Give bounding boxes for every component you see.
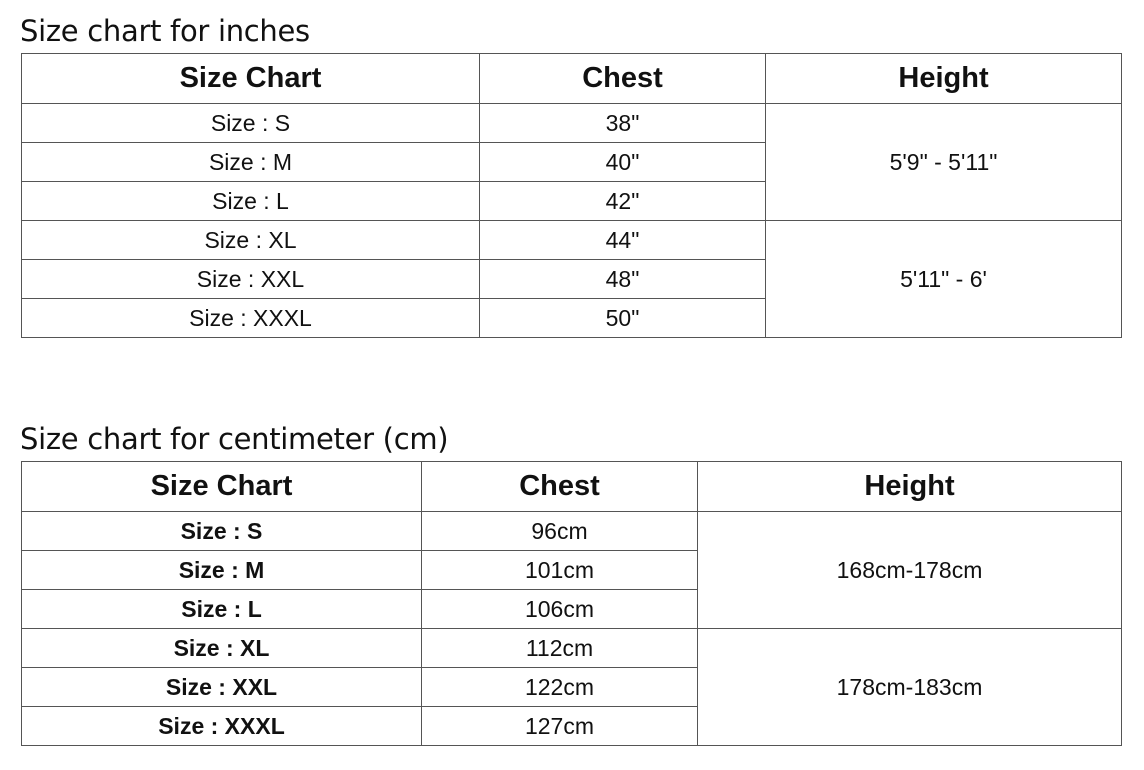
size-cell: Size : XXXL xyxy=(22,299,480,338)
size-cell: Size : S xyxy=(22,104,480,143)
table-header-row xyxy=(22,462,1122,512)
chest-cell: 40" xyxy=(480,143,766,182)
header-height: Height xyxy=(698,462,1122,512)
chest-cell: 127cm xyxy=(422,707,698,746)
header-chest: Chest xyxy=(422,462,698,512)
chest-cell: 38" xyxy=(480,104,766,143)
size-cell: Size : M xyxy=(22,551,422,590)
chest-cell: 101cm xyxy=(422,551,698,590)
size-cell: Size : L xyxy=(22,590,422,629)
header-chest: Chest xyxy=(480,54,766,104)
size-cell: Size : XL xyxy=(22,221,480,260)
chest-cell: 122cm xyxy=(422,668,698,707)
table-row xyxy=(22,104,1122,143)
header-size-chart: Size Chart xyxy=(22,462,422,512)
chest-cell: 48" xyxy=(480,260,766,299)
chest-cell: 106cm xyxy=(422,590,698,629)
size-cell: Size : S xyxy=(22,512,422,551)
size-cell: Size : XXXL xyxy=(22,707,422,746)
size-cell: Size : XXL xyxy=(22,260,480,299)
table-row xyxy=(22,629,1122,668)
table-row xyxy=(22,512,1122,551)
height-cell: 5'11" - 6' xyxy=(766,221,1122,338)
header-height: Height xyxy=(766,54,1122,104)
cm-size-table xyxy=(21,461,1122,746)
cm-chart-title: Size chart for centimeter (cm) xyxy=(20,422,449,456)
chest-cell: 112cm xyxy=(422,629,698,668)
size-cell: Size : XL xyxy=(22,629,422,668)
height-cell: 5'9" - 5'11" xyxy=(766,104,1122,221)
chest-cell: 44" xyxy=(480,221,766,260)
chest-cell: 96cm xyxy=(422,512,698,551)
size-cell: Size : XXL xyxy=(22,668,422,707)
chest-cell: 50" xyxy=(480,299,766,338)
table-header-row xyxy=(22,54,1122,104)
table-row xyxy=(22,221,1122,260)
size-cell: Size : L xyxy=(22,182,480,221)
header-size-chart: Size Chart xyxy=(22,54,480,104)
inches-chart-title: Size chart for inches xyxy=(20,14,310,48)
size-cell: Size : M xyxy=(22,143,480,182)
height-cell: 168cm-178cm xyxy=(698,512,1122,629)
height-cell: 178cm-183cm xyxy=(698,629,1122,746)
inches-size-table xyxy=(21,53,1122,338)
chest-cell: 42" xyxy=(480,182,766,221)
